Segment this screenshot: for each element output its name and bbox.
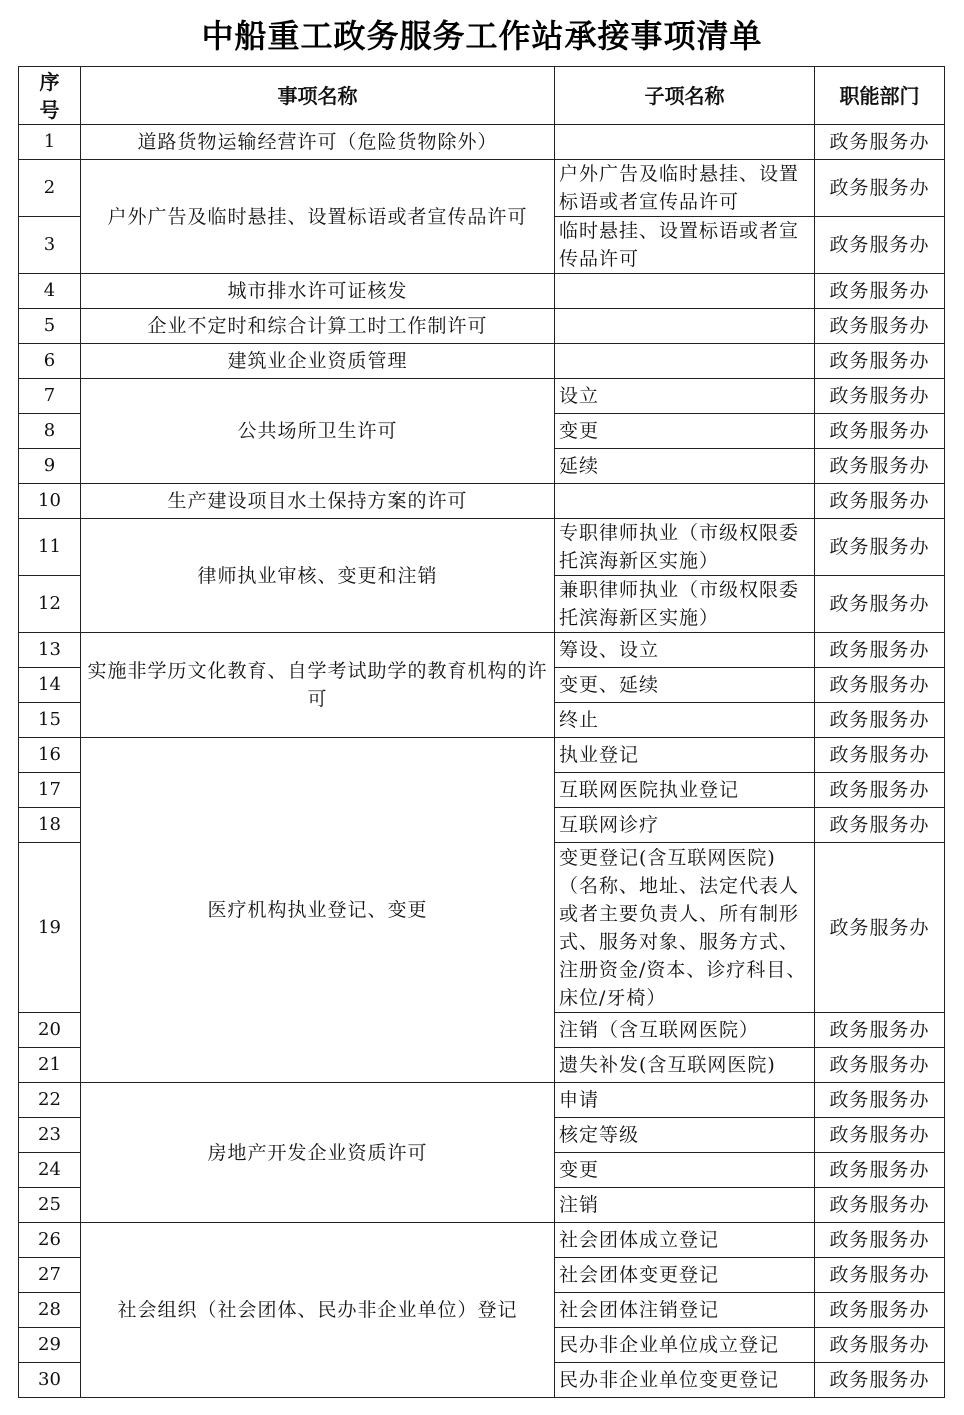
row-dept: 政务服务办 [815, 668, 945, 703]
row-sub [555, 274, 815, 309]
row-seq: 27 [19, 1258, 81, 1293]
header-item: 事项名称 [81, 67, 555, 125]
row-dept: 政务服务办 [815, 1013, 945, 1048]
row-dept: 政务服务办 [815, 217, 945, 274]
table-row [19, 519, 945, 576]
row-item: 建筑业企业资质管理 [81, 344, 555, 379]
page-title: 中船重工政务服务工作站承接事项清单 [201, 17, 763, 55]
header-sub: 子项名称 [555, 67, 815, 125]
row-dept: 政务服务办 [815, 274, 945, 309]
row-dept: 政务服务办 [815, 808, 945, 843]
row-seq: 12 [19, 576, 81, 633]
row-dept: 政务服务办 [815, 703, 945, 738]
row-dept: 政务服务办 [815, 414, 945, 449]
row-seq: 29 [19, 1328, 81, 1363]
row-sub: 社会团体成立登记 [555, 1223, 815, 1258]
row-dept: 政务服务办 [815, 519, 945, 576]
row-sub: 执业登记 [555, 738, 815, 773]
row-seq: 26 [19, 1223, 81, 1258]
row-seq: 10 [19, 484, 81, 519]
row-item: 社会组织（社会团体、民办非企业单位）登记 [81, 1223, 555, 1398]
row-item: 企业不定时和综合计算工时工作制许可 [81, 309, 555, 344]
row-sub: 变更 [555, 414, 815, 449]
table-row [19, 633, 945, 668]
table-row [19, 344, 945, 379]
row-dept: 政务服务办 [815, 576, 945, 633]
row-dept: 政务服务办 [815, 449, 945, 484]
row-seq: 2 [19, 160, 81, 217]
row-item: 医疗机构执业登记、变更 [81, 738, 555, 1083]
row-sub: 互联网诊疗 [555, 808, 815, 843]
row-dept: 政务服务办 [815, 344, 945, 379]
row-item: 律师执业审核、变更和注销 [81, 519, 555, 633]
row-sub: 兼职律师执业（市级权限委托滨海新区实施） [555, 576, 815, 633]
row-sub: 户外广告及临时悬挂、设置标语或者宣传品许可 [555, 160, 815, 217]
row-dept: 政务服务办 [815, 1188, 945, 1223]
row-sub: 临时悬挂、设置标语或者宣传品许可 [555, 217, 815, 274]
row-item: 道路货物运输经营许可（危险货物除外） [81, 125, 555, 160]
row-sub [555, 309, 815, 344]
row-dept: 政务服务办 [815, 633, 945, 668]
row-seq: 17 [19, 773, 81, 808]
row-seq: 11 [19, 519, 81, 576]
header-seq-line2: 号 [39, 97, 60, 122]
header-dept: 职能部门 [815, 67, 945, 125]
row-dept: 政务服务办 [815, 1328, 945, 1363]
row-seq: 9 [19, 449, 81, 484]
row-sub: 终止 [555, 703, 815, 738]
service-items-table [18, 66, 945, 1398]
row-seq: 25 [19, 1188, 81, 1223]
row-seq: 4 [19, 274, 81, 309]
row-sub: 互联网医院执业登记 [555, 773, 815, 808]
table-row [19, 309, 945, 344]
row-sub: 社会团体变更登记 [555, 1258, 815, 1293]
table-row [19, 1223, 945, 1258]
row-seq: 6 [19, 344, 81, 379]
row-sub: 注销（含互联网医院） [555, 1013, 815, 1048]
table-row [19, 484, 945, 519]
row-dept: 政务服务办 [815, 843, 945, 1013]
row-dept: 政务服务办 [815, 1363, 945, 1398]
row-sub [555, 484, 815, 519]
row-seq: 3 [19, 217, 81, 274]
row-seq: 8 [19, 414, 81, 449]
row-item: 户外广告及临时悬挂、设置标语或者宣传品许可 [81, 160, 555, 274]
row-sub: 变更、延续 [555, 668, 815, 703]
row-dept: 政务服务办 [815, 1293, 945, 1328]
row-sub: 核定等级 [555, 1118, 815, 1153]
row-sub: 专职律师执业（市级权限委托滨海新区实施） [555, 519, 815, 576]
table-header-row [19, 67, 945, 125]
row-seq: 13 [19, 633, 81, 668]
row-dept: 政务服务办 [815, 1223, 945, 1258]
table-row [19, 274, 945, 309]
row-seq: 16 [19, 738, 81, 773]
row-dept: 政务服务办 [815, 1118, 945, 1153]
row-seq: 23 [19, 1118, 81, 1153]
row-sub: 社会团体注销登记 [555, 1293, 815, 1328]
row-item: 公共场所卫生许可 [81, 379, 555, 484]
row-dept: 政务服务办 [815, 1153, 945, 1188]
row-seq: 1 [19, 125, 81, 160]
row-sub: 筹设、设立 [555, 633, 815, 668]
row-sub: 设立 [555, 379, 815, 414]
table-row [19, 160, 945, 217]
row-sub: 延续 [555, 449, 815, 484]
header-seq [19, 67, 81, 125]
table-row [19, 379, 945, 414]
row-item: 生产建设项目水土保持方案的许可 [81, 484, 555, 519]
row-seq: 18 [19, 808, 81, 843]
row-sub [555, 344, 815, 379]
row-dept: 政务服务办 [815, 1083, 945, 1118]
row-seq: 30 [19, 1363, 81, 1398]
row-seq: 5 [19, 309, 81, 344]
row-seq: 24 [19, 1153, 81, 1188]
row-sub [555, 125, 815, 160]
row-dept: 政务服务办 [815, 484, 945, 519]
table-row [19, 125, 945, 160]
row-dept: 政务服务办 [815, 160, 945, 217]
table-row [19, 738, 945, 773]
row-dept: 政务服务办 [815, 309, 945, 344]
row-seq: 14 [19, 668, 81, 703]
row-dept: 政务服务办 [815, 1258, 945, 1293]
row-dept: 政务服务办 [815, 738, 945, 773]
row-item: 实施非学历文化教育、自学考试助学的教育机构的许可 [81, 633, 555, 738]
table-row [19, 1083, 945, 1118]
row-seq: 15 [19, 703, 81, 738]
row-sub: 遗失补发(含互联网医院) [555, 1048, 815, 1083]
row-dept: 政务服务办 [815, 125, 945, 160]
row-seq: 19 [19, 843, 81, 1013]
row-sub: 申请 [555, 1083, 815, 1118]
row-sub: 变更 [555, 1153, 815, 1188]
row-dept: 政务服务办 [815, 1048, 945, 1083]
row-seq: 20 [19, 1013, 81, 1048]
row-dept: 政务服务办 [815, 379, 945, 414]
row-dept: 政务服务办 [815, 773, 945, 808]
row-seq: 21 [19, 1048, 81, 1083]
row-sub: 民办非企业单位成立登记 [555, 1328, 815, 1363]
row-item: 城市排水许可证核发 [81, 274, 555, 309]
row-seq: 22 [19, 1083, 81, 1118]
row-seq: 7 [19, 379, 81, 414]
row-sub: 民办非企业单位变更登记 [555, 1363, 815, 1398]
header-seq-line1: 序 [39, 69, 60, 94]
row-item: 房地产开发企业资质许可 [81, 1083, 555, 1223]
row-sub: 变更登记(含互联网医院)（名称、地址、法定代表人或者主要负责人、所有制形式、服务对象、服务方式、注册资金/资本、诊疗科目、床位/牙椅） [555, 843, 815, 1013]
row-sub: 注销 [555, 1188, 815, 1223]
row-seq: 28 [19, 1293, 81, 1328]
